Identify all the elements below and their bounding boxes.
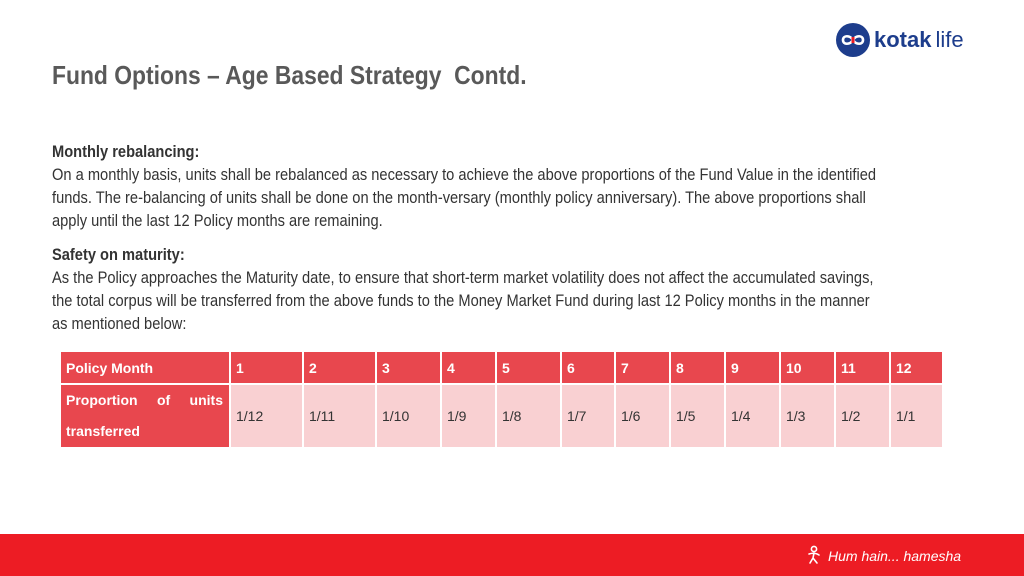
proportion-cell: 1/11 [304, 385, 375, 447]
proportion-cell: 1/12 [231, 385, 302, 447]
proportion-cell: 1/4 [726, 385, 779, 447]
header-cell-month: 1 [231, 352, 302, 383]
header-cell-month: 7 [616, 352, 669, 383]
proportion-cell: 1/10 [377, 385, 440, 447]
header-cell-month: 10 [781, 352, 834, 383]
section-line: On a monthly basis, units shall be rebalanced as necessary to achieve the above proportions of the Fund Value in the identified [52, 166, 877, 184]
section-line: funds. The re-balancing of units shall be done on the month-versary (monthly policy anniversary). The above proportions shall [52, 189, 866, 207]
proportion-cell: 1/8 [497, 385, 560, 447]
row-label-word: units [189, 392, 223, 408]
proportion-cell: 1/3 [781, 385, 834, 447]
header-cell-month: 8 [671, 352, 724, 383]
transfer-schedule-table [59, 352, 944, 447]
proportion-cell: 1/5 [671, 385, 724, 447]
row-label-word: of [156, 392, 171, 408]
proportion-cell: 1/1 [891, 385, 942, 447]
kotak-life-logo [836, 22, 964, 58]
proportion-cell: 1/2 [836, 385, 889, 447]
tagline-figure-icon [806, 545, 822, 568]
header-cell-label: Policy Month [61, 352, 229, 383]
page-title: Fund Options – Age Based Strategy Contd. [52, 60, 527, 90]
logo-suffix: life [935, 27, 964, 52]
table-header-row [61, 352, 942, 383]
header-cell-month: 4 [442, 352, 495, 383]
section-heading-safety: Safety on maturity: [52, 246, 185, 264]
kotak-infinity-icon [836, 23, 870, 57]
row-label-proportion [61, 385, 229, 447]
logo-brand: kotak [874, 27, 932, 52]
footer-tagline [806, 545, 961, 567]
header-cell-month: 12 [891, 352, 942, 383]
row-label-word: Proportion [66, 392, 138, 408]
header-cell-month: 3 [377, 352, 440, 383]
logo-wordmark [874, 29, 964, 51]
row-label-line2: transferred [66, 423, 140, 439]
section-line: as mentioned below: [52, 315, 187, 333]
proportion-cell: 1/9 [442, 385, 495, 447]
section-line: the total corpus will be transferred from the above funds to the Money Market Fund during last 12 Policy months in the manner [52, 292, 870, 310]
tagline-text: Hum hain... hamesha [828, 548, 962, 564]
proportion-cell: 1/7 [562, 385, 614, 447]
header-cell-month: 11 [836, 352, 889, 383]
section-line: As the Policy approaches the Maturity date, to ensure that short-term market volatility does not affect the accumulated savings, [52, 269, 874, 287]
header-cell-month: 6 [562, 352, 614, 383]
section-line: apply until the last 12 Policy months are remaining. [52, 212, 383, 230]
header-cell-month: 9 [726, 352, 779, 383]
header-cell-month: 5 [497, 352, 560, 383]
proportion-cell: 1/6 [616, 385, 669, 447]
header-cell-month: 2 [304, 352, 375, 383]
section-heading-rebalancing: Monthly rebalancing: [52, 143, 200, 161]
table-proportion-row [61, 385, 942, 447]
content-body [52, 141, 940, 336]
